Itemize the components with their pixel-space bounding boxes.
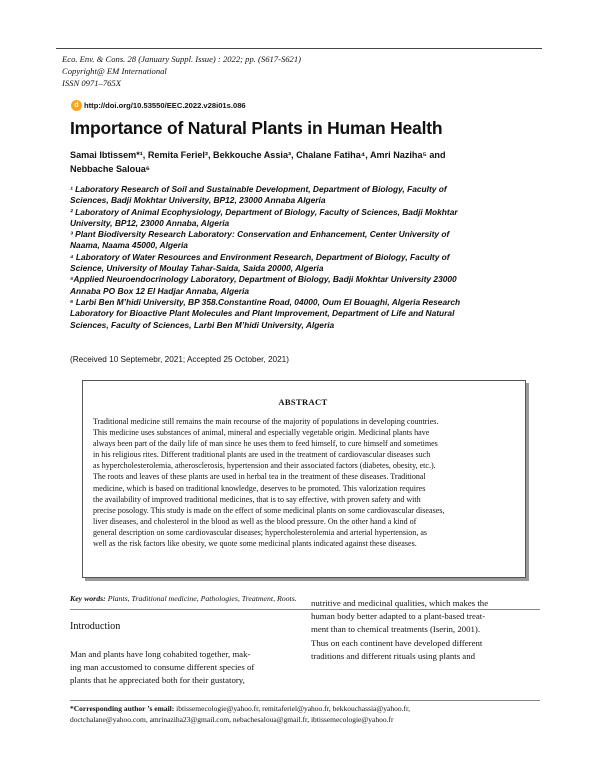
abstract-line: medicine, which is based on traditional knowledge, deserves to be promoted. This valorization requires: [93, 483, 426, 493]
abstract-line: general description on some cardiovascular diseases; hypercholesterolemia and arterial hypertension, as: [93, 527, 428, 537]
body-line: Thus on each continent have developed different: [311, 637, 483, 648]
abstract-heading: ABSTRACT: [278, 397, 328, 407]
body-line: ment than to chemical treatments (Iserin, 2001).: [311, 624, 481, 635]
body-line: Man and plants have long cohabited together, mak-: [70, 649, 251, 659]
journal-citation: [62, 53, 301, 90]
affiliation-line: ⁶ Larbi Ben M’hidi University, BP 358.Constantine Road, 04000, Oum El Bouaghi, Algeria Research: [70, 296, 461, 307]
footnote-line: doctchalane@yahoo.com, amrinaziha23@gmail.com, nebachesaloua@gmail.fr, ibtissemecologie@yahoo.fr: [70, 715, 394, 725]
abstract-body: [93, 416, 517, 549]
footnote-label: *Corresponding author ’s email:: [70, 704, 175, 713]
footnote-emails: ibtissemecologie@yahoo.fr, remitaferiel@yahoo.fr, bekkouchassia@yahoo.fr,: [176, 704, 411, 713]
body-line: nutritive and medicinal qualities, which makes the: [311, 598, 489, 608]
abstract-line: Traditional medicine still remains the main recourse of the majority of populations in developing countries.: [93, 417, 439, 426]
journal-citation-line: Eco. Env. & Cons. 28 (January Suppl. Issue) : 2022; pp. (S617-S621): [62, 54, 301, 64]
introduction-right-column: [311, 597, 541, 663]
affiliation-line: ² Laboratory of Animal Ecophysiology, Department of Biology, Faculty of Sciences, Badji Mokhtar: [70, 206, 458, 217]
footnote-line: [70, 703, 542, 714]
affiliation-line: Science, University of Moulay Tahar-Saida, Saida 20000, Algeria: [70, 263, 324, 274]
body-line: traditions and different rituals using plants and: [311, 650, 476, 661]
received-dates: (Received 10 Septemebr, 2021; Accepted 25 October, 2021): [70, 355, 289, 364]
abstract-line: liver diseases, and cholesterol in the blood as well as the blood pressure. On the other hand a kind of: [93, 516, 417, 526]
keywords-text: Plants, Traditional medicine, Pathologies, Treatment, Roots.: [107, 594, 297, 603]
keywords-label: Key words:: [70, 594, 106, 603]
doi-link[interactable]: http://doi.org/10.53550/EEC.2022.v28i01s.086: [84, 100, 246, 110]
affiliation-line: ⁴ Laboratory of Water Resources and Environment Research, Department of Biology, Faculty of: [70, 251, 450, 262]
author-line: Samai Ibtissem*¹, Remita Feriel², Bekkouche Assia³, Chalane Fatiha⁴, Amri Naziha⁵ and: [70, 150, 446, 160]
abstract-line: The roots and leaves of these plants are used in herbal tea in the treatment of these diseases. Traditional: [93, 472, 426, 482]
abstract-line: the availability of improved traditional medicines, that is to say effective, with proven safety and with: [93, 494, 421, 504]
affiliation-line: Sciences, Faculty of Sciences, Larbi Ben M’hidi University, Algeria: [70, 319, 335, 330]
affiliation-line: Sciences, Badji Mokhtar University, BP12, 23000 Annaba Algeria: [70, 195, 326, 206]
abstract-line: well as the risk factors like obesity, we quote some medicinal plants indicated against these diseases.: [93, 539, 417, 549]
body-line: plants that he appreciated both for their gustatory,: [70, 675, 245, 686]
affiliation-line: University, BP12, 23000 Annaba, Algeria: [70, 217, 230, 228]
keywords: [70, 594, 297, 603]
corresponding-author-footnote: [70, 703, 542, 726]
abstract-line: precise posology. This study is made on the effect of some medicinal plants on some cardiovascular diseases,: [93, 505, 445, 515]
affiliation-line: ³ Plant Biodiversity Research Laboratory: Conservation and Enhancement, Center University of: [70, 229, 450, 240]
author-list: [70, 149, 490, 177]
journal-copyright-line: Copyright@ EM International: [62, 66, 167, 77]
affiliation-line: Laboratory for Bioactive Plant Molecules and Plant Improvement, Department of Life and Natural: [70, 308, 455, 319]
body-line: human body better adapted to a plant-based treat-: [311, 611, 486, 622]
affiliation-list: [70, 184, 530, 331]
paper-title: Importance of Natural Plants in Human Health: [70, 118, 443, 138]
affiliation-line: ⁵Applied Neuroendocrinology Laboratory, Department of Biology, Badji Mokhtar University 23000: [70, 274, 457, 285]
introduction-left-column: [70, 648, 290, 688]
abstract-line: always been part of the daily life of man since he uses them to feed himself, to cure himself and sometimes: [93, 439, 438, 449]
footnote-divider: [70, 700, 540, 701]
affiliation-line: Naama, Naama 45000, Algeria: [70, 240, 188, 251]
doi-logo-icon: d: [71, 100, 82, 111]
affiliation-line: ¹ Laboratory Research of Soil and Sustainable Development, Department of Biology, Faculty of: [70, 184, 447, 194]
body-line: ing man accustomed to consume different species of: [70, 662, 255, 673]
abstract-line: in his religious rites. Different traditional plants are used in the treatment of cardiovascular diseases such: [93, 450, 431, 460]
affiliation-line: Annaba PO Box 12 El Hadjar Annaba, Algeria: [70, 285, 250, 296]
introduction-heading: Introduction: [70, 621, 121, 632]
abstract-line: as hypercholesterolemia, atherosclerosis, hypertension and their associated factors (diabetes, obesity, etc.).: [93, 461, 436, 471]
abstract-line: This medicine uses substances of animal, mineral and especially vegetable origin. Medicinal plants have: [93, 428, 430, 438]
doi-row[interactable]: [71, 99, 246, 111]
journal-issn-line: ISSN 0971–765X: [62, 78, 121, 89]
author-line: Nebbache Saloua⁶: [70, 163, 150, 174]
